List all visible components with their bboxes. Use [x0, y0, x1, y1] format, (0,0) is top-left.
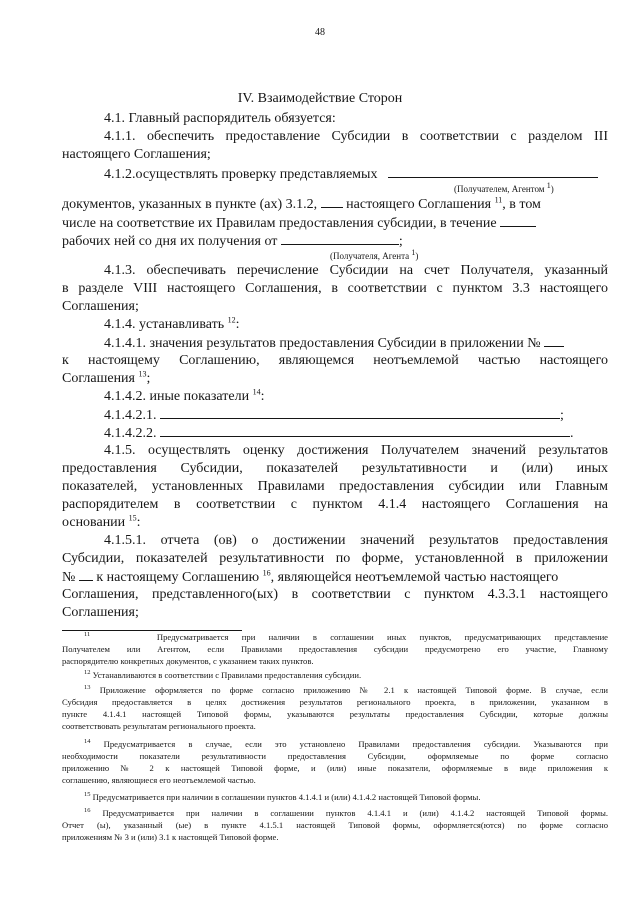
clause-4-1-2-line-1: 4.1.2.осуществлять проверку представляемых [104, 165, 608, 184]
page-number: 48 [315, 27, 325, 38]
footnote-16-line-2: Отчет (ы), указанный (ые) в пункте 4.1.5.1 настоящей Типовой формы, оформляется(ются) по форме согласно [62, 820, 608, 830]
clause-4-1-2-line-4: рабочих ней со дня их получения от ; [62, 234, 403, 249]
footnote-11-line-1: $^{11}$ Предусматривается при наличии в соглашении иных пунктов, предусматривающих представление [84, 631, 608, 642]
caption-recipient-agent-2: (Получателя, Агента $^1$) [330, 248, 419, 261]
clause-4-1-4-1-line-1: 4.1.4.1. значения результатов предоставления Субсидии в приложении № [104, 334, 608, 353]
clause-4-1-2-line-3: числе на соответствие их Правилам предоставления субсидии, в течение [62, 214, 608, 233]
footnote-13-line-1: $^{13}$ Приложение оформляется по форме согласно приложению № 2.1 к настоящей Типовой форме. В случае, если [84, 684, 609, 695]
footnote-13-line-4: соответствовать результатам регионального проекта. [62, 721, 256, 731]
blank-field [79, 568, 93, 581]
clause-4-1-5-line-1: 4.1.5. осуществлять оценку достижения Получателем значений результатов [104, 443, 608, 458]
clause-4-1-5-line-5: основании $^{15}$: [62, 513, 141, 530]
blank-field [500, 214, 536, 227]
footnote-11-line-2: Получателем или Агентом, если Правилами предоставления субсидии предусмотрено его участие, Главному [62, 644, 608, 654]
clause-4-1-5-line-2: предоставления Субсидии, показателей результативности и (или) иных [62, 461, 608, 476]
footnote-11-line-3: распорядителю конкретных документов, с указанием таких пунктов. [62, 656, 314, 666]
clause-4-1-3-line-1: 4.1.3. обеспечивать перечисление Субсидии на счет Получателя, указанный [104, 263, 608, 278]
clause-4-1: 4.1. Главный распорядитель обязуется: [104, 111, 336, 126]
clause-4-1-1-line-1: 4.1.1. обеспечить предоставление Субсидии в соответствии с разделом III [104, 129, 608, 144]
clause-4-1-4-2-1: 4.1.4.2.1. ; [104, 408, 564, 423]
clause-4-1-5-line-4: распорядителем в соответствии с пунктом 4.1.4 настоящего Соглашения на [62, 497, 608, 512]
clause-4-1-1-line-2: настоящего Соглашения; [62, 147, 211, 162]
blank-field [160, 406, 560, 419]
footnote-14-line-4: соглашению, являющиеся его неотъемлемой частью. [62, 775, 256, 785]
clause-4-1-4-1-line-2: к настоящему Соглашению, являющемся неотъемлемой частью настоящего [62, 353, 608, 368]
footnote-16-line-1: $^{16}$ Предусматривается при наличии в соглашении пунктов 4.1.4.1 и (или) 4.1.4.2 настоящей Типовой формы. [84, 807, 608, 818]
clause-4-1-4-2-2: 4.1.4.2.2. . [104, 426, 574, 441]
clause-4-1-5-1-line-3: № к настоящему Соглашению $^{16}$, являющейся неотъемлемой частью настоящего [62, 568, 559, 585]
footnote-14-line-1: $^{14}$ Предусматривается в случае, если это установлено Правилами предоставления субсидии. Указываются при [84, 738, 608, 749]
blank-field [388, 165, 598, 178]
clause-4-1-5-line-3: показателей, установленных Правилами предоставления субсидии или Главным [62, 479, 608, 494]
blank-field [281, 232, 399, 245]
clause-4-1-5-1-line-1: 4.1.5.1. отчета (ов) о достижении значений результатов предоставления [104, 533, 608, 548]
blank-field [160, 424, 570, 437]
clause-4-1-2-line-2: документов, указанных в пункте (ах) 3.1.2, настоящего Соглашения $^{11}$, в том [62, 195, 541, 212]
clause-4-1-4-2: 4.1.4.2. иные показатели $^{14}$: [104, 387, 265, 404]
clause-4-1-4: 4.1.4. устанавливать $^{12}$: [104, 315, 240, 332]
clause-4-1-5-1-line-5: Соглашения; [62, 605, 139, 620]
footnote-15: $^{15}$ Предусматривается при наличии в соглашении пунктов 4.1.4.1 и (или) 4.1.4.2 настоящей Типовой формы. [84, 791, 481, 802]
caption-recipient-agent: (Получателем, Агентом $^1$) [454, 181, 554, 194]
blank-field [321, 195, 343, 208]
clause-4-1-3-line-3: Соглашения; [62, 299, 139, 314]
footnote-12: $^{12}$ Устанавливаются в соответствии с Правилами предоставления субсидии. [84, 669, 362, 680]
section-title: IV. Взаимодействие Сторон [237, 91, 403, 106]
footnote-14-line-3: приложению № 2 к настоящей Типовой форме, и (или) иные показатели, оформляемые в виде приложения к [62, 763, 608, 773]
clause-4-1-4-1-line-3: Соглашения $^{13}$; [62, 369, 151, 386]
footnote-13-line-2: Субсидия предоставляется в целях достижения результатов регионального проекта, в приложении, указанном в [62, 697, 608, 707]
clause-4-1-3-line-2: в разделе VIII настоящего Соглашения, в соответствии с пунктом 3.3 настоящего [62, 281, 608, 296]
footnote-14-line-2: необходимости показатели результативности предоставления Субсидии, оформляемые по форме согласно [62, 751, 608, 761]
blank-field [544, 334, 564, 347]
footnote-16-line-3: приложениям № 3 и (или) 3.1 к настоящей Типовой форме. [62, 832, 279, 842]
footnote-13-line-3: пункте 4.1.4.1 настоящей Типовой формы, указываются результаты предоставления Субсидии, которые должны [62, 709, 608, 719]
clause-4-1-5-1-line-2: Субсидии, показателей результативности по форме, установленной в приложении [62, 551, 608, 566]
clause-4-1-5-1-line-4: Соглашения, представленного(ых) в соответствии с пунктом 4.3.3.1 настоящего [62, 587, 608, 602]
